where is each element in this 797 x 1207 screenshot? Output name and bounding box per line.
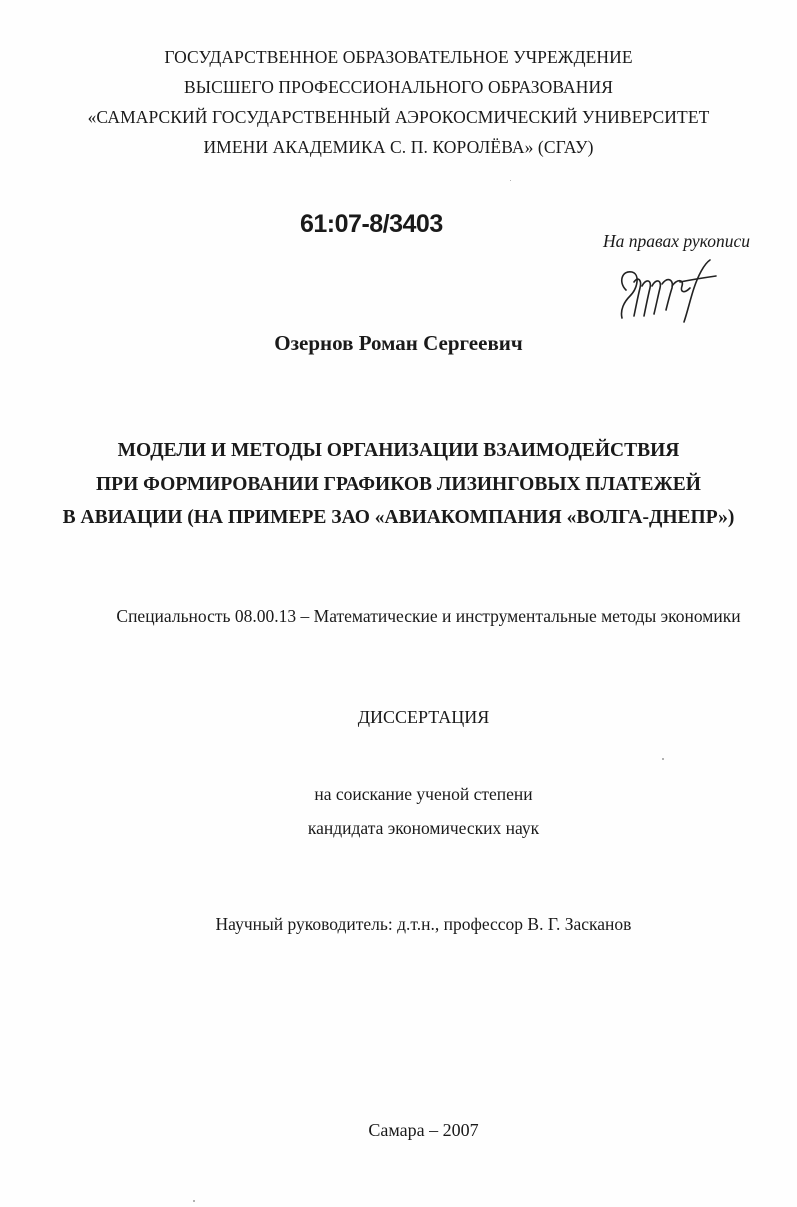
institution-line-2: ВЫСШЕГО ПРОФЕССИОНАЛЬНОГО ОБРАЗОВАНИЯ	[183, 77, 614, 97]
city-year: Самара – 2007	[368, 1120, 479, 1140]
rights-note: На правах рукописи	[603, 231, 750, 251]
scan-speck	[510, 180, 511, 181]
institution-line-3: «САМАРСКИЙ ГОСУДАРСТВЕННЫЙ АЭРОКОСМИЧЕСКИЙ УНИВЕРСИТЕТ	[87, 107, 710, 127]
institution-header	[0, 42, 797, 162]
specialty: Специальность 08.00.13 – Математические и инструментальные методы экономики	[116, 606, 741, 626]
institution-line-4: ИМЕНИ АКАДЕМИКА С. П. КОРОЛЁВА» (СГАУ)	[203, 137, 594, 157]
scientific-advisor: Научный руководитель: д.т.н., профессор В. Г. Засканов	[215, 914, 632, 934]
signature-stroke-4	[652, 281, 660, 314]
degree-line-2: кандидата экономических наук	[307, 818, 540, 838]
handwritten-signature	[612, 252, 722, 332]
degree-statement	[0, 777, 797, 845]
signature-stroke-7	[684, 260, 710, 322]
dissertation-title	[0, 434, 797, 535]
scan-speck	[662, 758, 664, 760]
document-type: ДИССЕРТАЦИЯ	[357, 707, 490, 727]
signature-stroke-5	[662, 280, 672, 310]
scan-speck	[193, 1200, 195, 1202]
degree-line-1: на соискание ученой степени	[314, 784, 533, 804]
title-line-1: МОДЕЛИ И МЕТОДЫ ОРГАНИЗАЦИИ ВЗАИМОДЕЙСТВИЯ	[117, 440, 680, 461]
institution-line-1: ГОСУДАРСТВЕННОЕ ОБРАЗОВАТЕЛЬНОЕ УЧРЕЖДЕНИЕ	[164, 47, 633, 67]
signature-stroke-3	[642, 281, 650, 316]
catalog-number: 61:07-8/3403	[300, 210, 443, 238]
title-line-3: В АВИАЦИИ (НА ПРИМЕРЕ ЗАО «АВИАКОМПАНИЯ «ВОЛГА-ДНЕПР»)	[62, 507, 735, 528]
author-name: Озернов Роман Сергеевич	[274, 331, 523, 355]
title-line-2: ПРИ ФОРМИРОВАНИИ ГРАФИКОВ ЛИЗИНГОВЫХ ПЛАТЕЖЕЙ	[96, 473, 701, 495]
